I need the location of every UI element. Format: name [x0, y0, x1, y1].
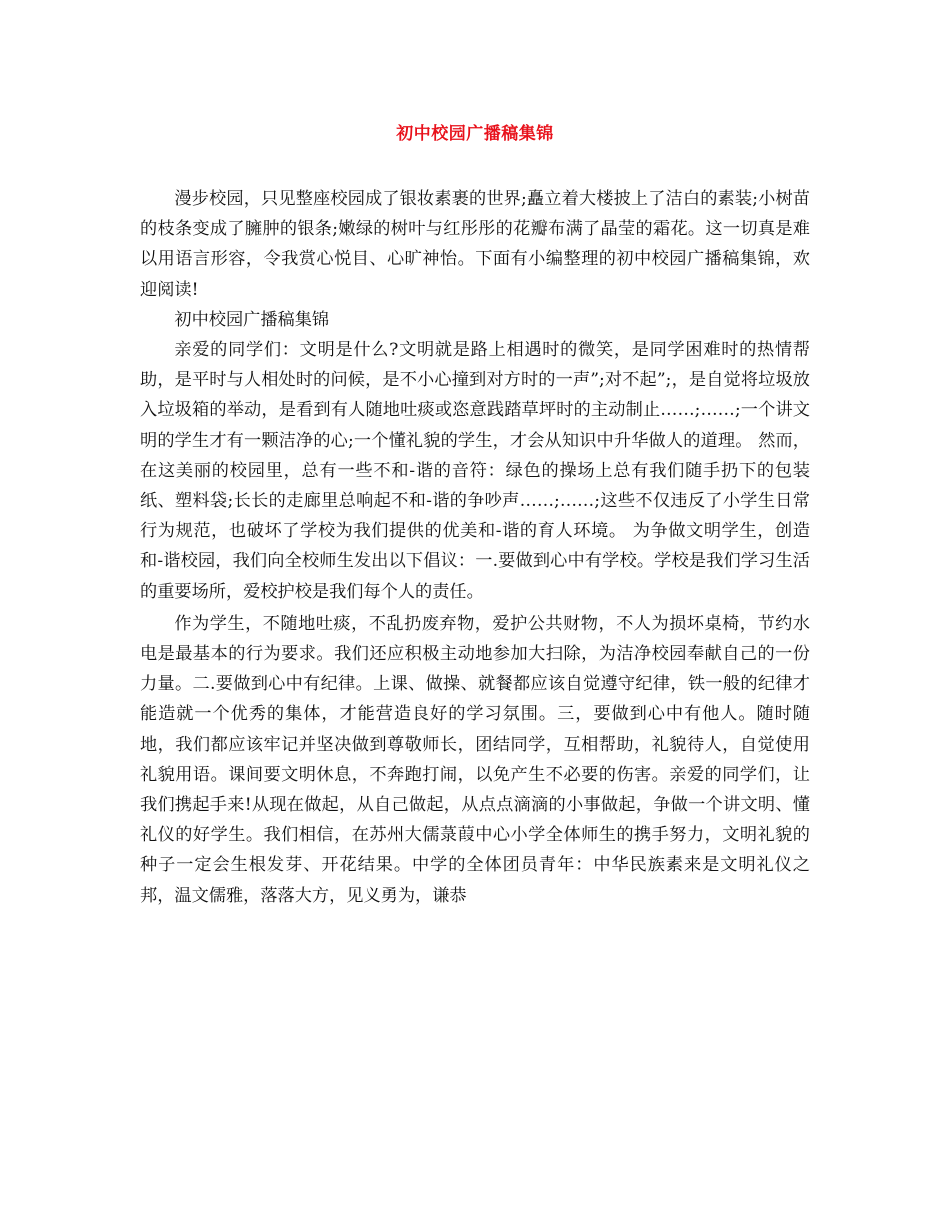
body-paragraph-1: 亲爱的同学们：文明是什么?文明就是路上相遇时的微笑，是同学困难时的热情帮助，是平时与人相处时的问候，是不小心撞到对方时的一声”;对不起”;，是自觉将垃圾放入垃圾箱的举动，是看到有人随地吐痰或恣意践踏草坪时的主动制止……;……;一个讲文明的学生才有一颗洁净的心;一个懂礼貌的学生，才会从知识中升华做人的道理。 然而，在这美丽的校园里，总有一些不和-谐的音符：绿色的操场上总有我们随手扔下的包装纸、塑料袋;长长的走廊里总响起不和-谐的争吵声……;……;这些不仅违反了小学生日常行为规范，也破坏了学校为我们提供的优美和-谐的育人环境。 为争做文明学生，创造和-谐校园，我们向全校师生发出以下倡议：一.要做到心中有学校。学校是我们学习生活的重要场所，爱校护校是我们每个人的责任。	[140, 340, 810, 602]
section-heading: 初中校园广播稿集锦	[174, 309, 330, 330]
intro-paragraph: 漫步校园，只见整座校园成了银妆素裹的世界;矗立着大楼披上了洁白的素装;小树苗的枝条变成了臃肿的银条;嫩绿的树叶与红彤彤的花瓣布满了晶莹的霜花。这一切真是难以用语言形容，令我赏心悦目、心旷神怡。下面有小编整理的初中校园广播稿集锦，欢迎阅读!	[140, 189, 810, 300]
document-title: 初中校园广播稿集锦	[396, 124, 554, 144]
body-paragraph-2: 作为学生，不随地吐痰，不乱扔废弃物，爱护公共财物，不人为损坏桌椅，节约水电是最基本的行为要求。我们还应积极主动地参加大扫除，为洁净校园奉献自己的一份力量。二.要做到心中有纪律。上课、做操、就餐都应该自觉遵守纪律，铁一般的纪律才能造就一个优秀的集体，才能营造良好的学习氛围。三，要做到心中有他人。随时随地，我们都应该牢记并坚决做到尊敬师长，团结同学，互相帮助，礼貌待人，自觉使用礼貌用语。课间要文明休息，不奔跑打闹，以免产生不必要的伤害。亲爱的同学们，让我们携起手来!从现在做起，从自己做起，从点点滴滴的小事做起，争做一个讲文明、懂礼仪的好学生。我们相信，在苏州大儒菉葭中心小学全体师生的携手努力，文明礼貌的种子一定会生根发芽、开花结果。中学的全体团员青年：中华民族素来是文明礼仪之邦，温文儒雅，落落大方，见义勇为，谦恭	[140, 613, 810, 906]
